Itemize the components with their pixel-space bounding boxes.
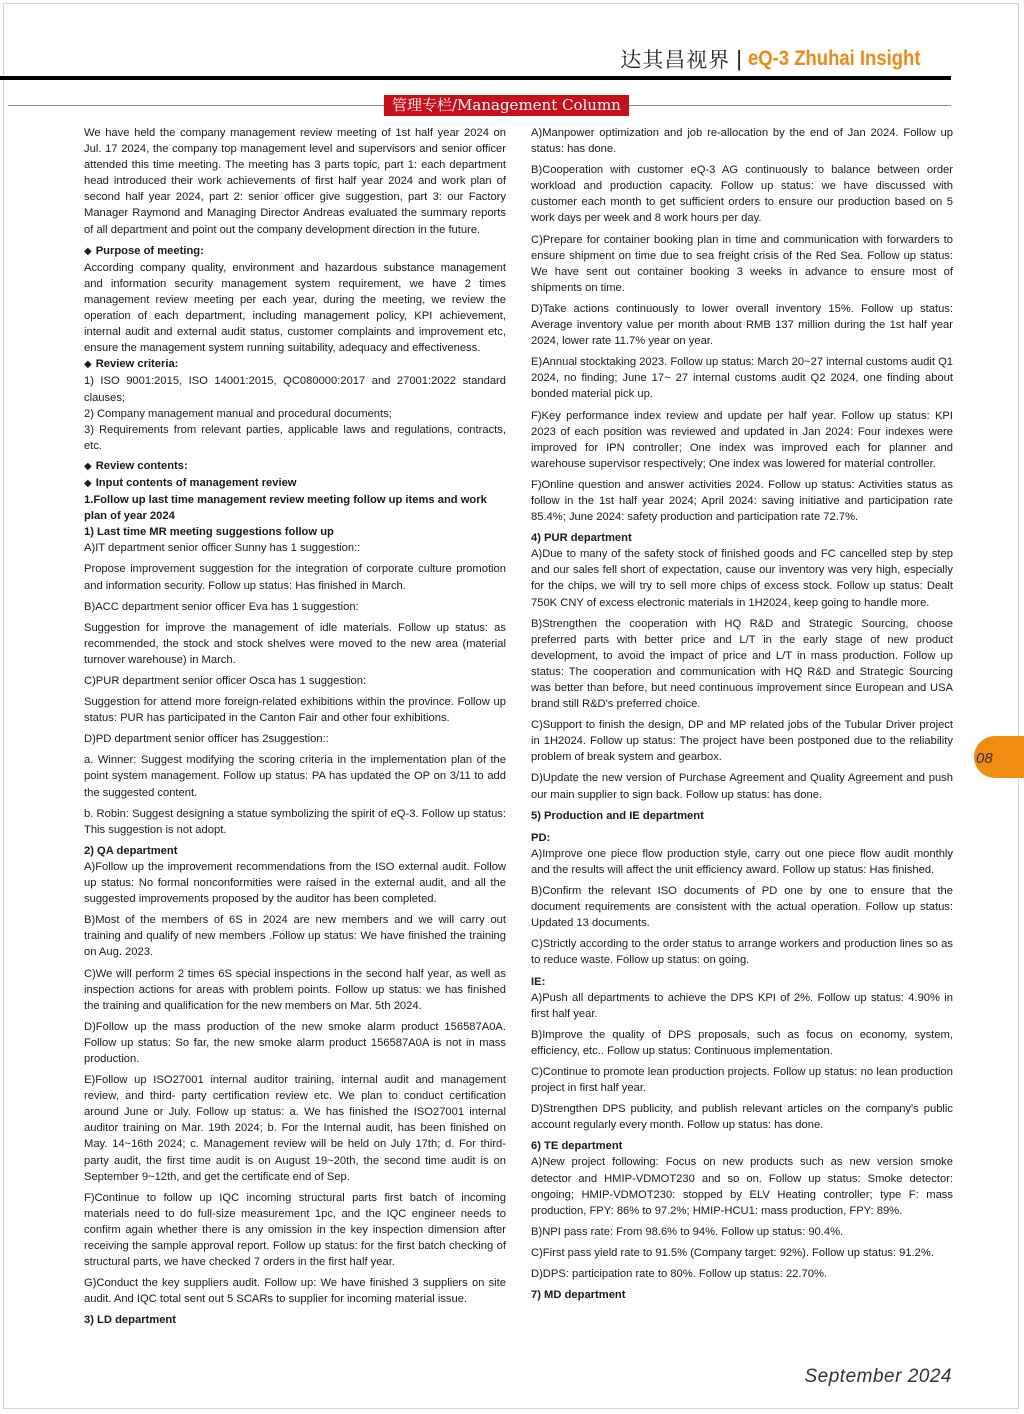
contents-heading: ◆ Review contents: (84, 458, 506, 475)
list-item: F)Key performance index review and update per half year. Follow up status: KPI 2023 of each position was reviewed and updated in Jan 2024: Four indexes were improved for IPN controller; One index was improved each for planner and warehouse supervisor respectively; One index was lowered for material controller. (531, 409, 953, 470)
masthead-english-title: eQ-3 Zhuhai Insight (747, 47, 921, 70)
header-rule-thick (0, 76, 951, 80)
list-item: C)Support to finish the design, DP and MP related jobs of the Tubular Driver project in 1H2024. Follow up status: The project have been postponed due to the reliability problem of break system and gearbox. (531, 719, 953, 764)
qa-heading: 2) QA department (84, 844, 178, 857)
criteria-item: 1) ISO 9001:2015, ISO 14001:2015, QC080000:2017 and 27001:2022 standard clauses; (84, 375, 506, 404)
list-item: F)Continue to follow up IQC incoming structural parts first batch of incoming materials need to do full-size measurement 1pc, and the IQC engineer needs to confirm again whether there is any omission in the key inspection dimension after receiving the sample approval report. Follow up status: for the first batch checking of structural parts, we have checked 7 orders in the first half year. (84, 1191, 506, 1269)
list-item: A)New project following: Focus on new products such as new version smoke detector and HMIP-VDMOT230 and so on. Follow up status: Smoke detector: ongoing; HMIP-VDMOT230: stopped by ELV Heating controller; type F: mass production, FPY: 86% to 97.2%; HMIP-HCU1: mass production, FPY: 89%. (531, 1156, 953, 1217)
criteria-item: 2) Company management manual and procedural documents; (84, 407, 392, 420)
list-item: D)Take actions continuously to lower overall inventory 15%. Follow up status: Average inventory value per month about RMB 137 million during the 1st half year 2024, lower rate 11.7% year on year. (531, 302, 953, 348)
masthead-separator: | (736, 46, 742, 71)
list-item: A)Push all departments to achieve the DPS KPI of 2%. Follow up status: 4.90% in first half year. (531, 991, 953, 1020)
list-item: C)Continue to promote lean production projects. Follow up status: no lean production project in first half year. (531, 1065, 953, 1095)
list-item: B)ACC department senior officer Eva has 1 suggestion: (84, 600, 359, 613)
page-number: 08 (976, 750, 993, 767)
list-item: A)Improve one piece flow production style, carry out one piece flow audit monthly and the results will affect the unit efficiency award. Follow up status: Has finished. (531, 847, 953, 876)
list-item: B)Confirm the relevant ISO documents of PD one by one to ensure that the document requirements are consistent with the actual operation. Follow up status: Updated 13 documents. (531, 885, 953, 930)
list-item: C)Strictly according to the order status to arrange workers and production lines so as to reduce waste. Follow up status: on going. (531, 938, 953, 967)
list-item: b. Robin: Suggest designing a statue symbolizing the spirit of eQ-3. Follow up status: This suggestion is not adopt. (84, 807, 506, 836)
list-item: E)Annual stocktaking 2023. Follow up status: March 20~27 internal customs audit Q1 2024, no finding; June 17~ 27 internal customs audit Q2 2024, one finding about bonded material pick up. (531, 356, 953, 401)
list-item: B)Cooperation with customer eQ-3 AG continuously to balance between order workload and production capacity. Follow up status: we have discussed with customer each month to get sufficient orders to ensure our production based on 5 work days per week and 8 work hours per day. (531, 164, 953, 225)
md-heading: 7) MD department (531, 1289, 626, 1302)
list-item: C)Prepare for container booking plan in time and communication with forwarders to ensure shipment on time due to sea freight crisis of the Red Sea. Follow up status: We have sent out container booking 3 weeks in advance to ensure most of shipments on time. (531, 233, 953, 294)
purpose-heading: ◆ Purpose of meeting: (84, 243, 506, 260)
list-item: D)Follow up the mass production of the new smoke alarm product 156587A0A. Follow up status: So far, the new smoke alarm product 156587A0A is not in mass production. (84, 1020, 506, 1065)
list-item: A)Due to many of the safety stock of finished goods and FC cancelled step by step and our sales fell short of expectation, cause our inventory was very high, especially for the chips, we will try to sell more chips of excess stock. Follow up status: Dealt 750K CNY of excess electronic materials in 1H2024, keep going to handle more. (531, 548, 953, 609)
mr-suggestions-heading: 1) Last time MR meeting suggestions follow up (84, 526, 334, 539)
production-heading: 5) Production and IE department (531, 809, 704, 822)
footer-date: September 2024 (804, 1366, 952, 1387)
masthead-chinese-title: 达其昌视界 (620, 48, 731, 72)
list-item: B)NPI pass rate: From 98.6% to 94%. Follow up status: 90.4%. (531, 1225, 844, 1238)
list-item: Suggestion for attend more foreign-related exhibitions within the province. Follow up status: PUR has participated in the Canton Fair and other four exhibitions. (84, 696, 506, 725)
pur-heading: 4) PUR department (531, 532, 632, 545)
list-item: C)First pass yield rate to 91.5% (Company target: 92%). Follow up status: 91.2%. (531, 1246, 934, 1259)
list-item: Propose improvement suggestion for the integration of corporate culture promotion and information security. Follow up status: Has finished in March. (84, 563, 506, 592)
list-item: A)IT department senior officer Sunny has 1 suggestion:: (84, 542, 361, 555)
list-item: B)Improve the quality of DPS proposals, such as focus on economy, system, efficiency, etc.. Follow up status: Continuous implementation. (531, 1028, 953, 1057)
section-tag: 管理专栏/Management Column (384, 95, 629, 116)
follow-up-heading: 1.Follow up last time management review meeting follow up items and work plan of year 2024 (84, 494, 487, 523)
list-item: A)Manpower optimization and job re-allocation by the end of Jan 2024. Follow up status: has done. (531, 127, 953, 156)
input-heading: ◆ Input contents of management review (84, 475, 506, 492)
list-item: D)DPS: participation rate to 80%. Follow up status: 22.70%. (531, 1268, 827, 1280)
criteria-heading: ◆ Review criteria: (84, 356, 506, 373)
list-item: F)Online question and answer activities 2024. Follow up status: Activities status as follow in the 1st half year 2024; April 2024: saving initiative and participation rate 85.4%; June 2024: safety production and participation rate 72.7%. (531, 478, 953, 524)
list-item: Suggestion for improve the management of idle materials. Follow up status: as recommended, the stock and stock shelves were moved to the new area (material turnover warehouse) in March. (84, 621, 506, 666)
pd-label: PD: (531, 831, 551, 844)
list-item: D)Update the new version of Purchase Agreement and Quality Agreement and push our main supplier to sign back. Follow up status: has done. (531, 772, 953, 801)
intro-paragraph: We have held the company management review meeting of 1st half year 2024 on Jul. 17 2024, the company top management level and supervisors and senior officer attended this time meeting. The meeting has 3 parts topic, part 1: each department head introduced their work achievements of first half year 2024 and work plan of second half year 2024, part 2: senior officer give suggestion, part 3: our Factory Manager Raymond and Managing Director Andreas evaluated the summary reports of all department and point out the company development direction in the future. (84, 127, 506, 236)
purpose-paragraph: According company quality, environment and hazardous substance management and information security management system requirement, we have 2 times management review meeting per each year, during the meeting, we review the operation of each department, including management policy, KPI achievement, internal audit and external audit status, customer complaints and improvement etc, ensure the management system running suitability, adequacy and effectiveness. (84, 261, 506, 355)
left-column (84, 125, 506, 1328)
list-item: C)PUR department senior officer Osca has 1 suggestion: (84, 675, 367, 687)
list-item: E)Follow up ISO27001 internal auditor training, internal audit and management review, and third- party certification review etc. We plan to conduct certification around June or July. Follow up status: a. We has finished the ISO27001 internal auditor training on Mar. 19th 2024; b. For the Internal audit, has been finished on May. 14~16th 2024; c. Management review will be held on July 17th; d. For third-party audit, the first time audit is on August 19~20th, the second time audit is on September 9~12th, and get the certificate end of Sep. (84, 1074, 506, 1183)
list-item: A)Follow up the improvement recommendations from the ISO external audit. Follow up status: No formal nonconformities were raised in the external audit, and all the suggested improvements proposed by the auditor has been completed. (84, 860, 506, 906)
list-item: a. Winner: Suggest modifying the scoring criteria in the implementation plan of the point system management. Follow up status: PA has updated the OP on 3/11 to add the suggested content. (84, 754, 506, 799)
list-item: D)PD department senior officer has 2suggestion:: (84, 733, 329, 746)
list-item: C)We will perform 2 times 6S special inspections in the second half year, as well as inspection actions for areas with problem points. Follow up status: we has finished the training and qualification for the new members on Mar. 5th 2024. (84, 967, 506, 1012)
right-column (531, 125, 953, 1303)
criteria-item: 3) Requirements from relevant parties, applicable laws and regulations, contracts, etc. (84, 423, 506, 452)
masthead (620, 44, 944, 74)
list-item: B)Most of the members of 6S in 2024 are new members and we will carry out training and qualify of new members .Follow up status: We have finished the training on Aug. 2023. (84, 914, 506, 959)
list-item: D)Strengthen DPS publicity, and publish relevant articles on the company's public account regularly every month. Follow up status: has done. (531, 1103, 953, 1132)
list-item: B)Strengthen the cooperation with HQ R&D and Strategic Sourcing, choose preferred parts with better price and L/T in the early stage of new product development, to avoid the impact of price and L/T in mass production. Follow up status: The cooperation and communication with HQ R&D and Strategic Sourcing was better than before, but need continuous improvement since European and USA brand still R&D's preferred choice. (531, 617, 953, 711)
te-heading: 6) TE department (531, 1140, 623, 1153)
list-item: G)Conduct the key suppliers audit. Follow up: We have finished 3 suppliers on site audit. And IQC total sent out 5 SCARs to supplier for incoming material issue. (84, 1277, 506, 1306)
ie-label: IE: (531, 975, 546, 988)
ld-heading: 3) LD department (84, 1314, 176, 1327)
